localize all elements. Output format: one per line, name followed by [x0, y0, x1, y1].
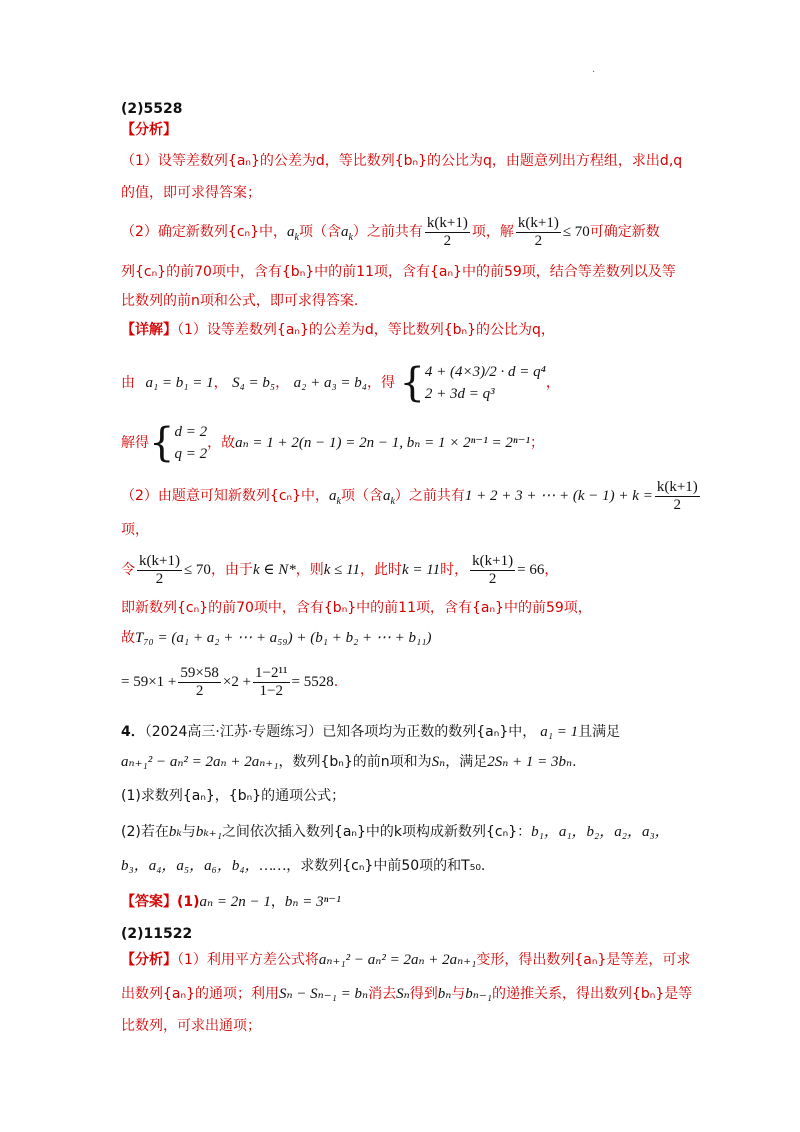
answer-2-p4: (2)11522 [121, 926, 193, 942]
detail-ineq-line: 令 $\frac{k(k+1)}{2}$ ≤ 70，由于k ∈ N*，则k ≤ 11，此时k = 11时， $\frac{k(k+1)}{2}$ = 66， [121, 552, 559, 587]
analysis-line-1: （1）设等差数列{aₙ}的公差为d，等比数列{bₙ}的公比为q，由题意列出方程组，求出d,q [121, 153, 683, 169]
p4-analysis-line-3: 比数列，可求出通项； [121, 1018, 261, 1034]
equation-system: 4 + (4×3)/2 · d = q⁴ 2 + 3d = q³ [424, 364, 546, 402]
solve-line: 解得{ d = 2 q = 2 ，故aₙ = 1 + 2(n − 1) = 2n − 1, bₙ = 1 × 2ⁿ⁻¹ = 2ⁿ⁻¹； [121, 420, 544, 466]
problem-4-line-1: 4．（2024高三·江苏·专题练习）已知各项均为正数的数列{aₙ}中， a₁ = 1且满足 [121, 724, 621, 740]
question-2-line-2: b₃，a₄，a₅，a₆，b₄，……，求数列{cₙ}中前50项的和T₅₀. [121, 858, 486, 874]
question-2-line-1: (2)若在bₖ与bₖ₊₁之间依次插入数列{aₙ}中的k项构成新数列{cₙ}：b₁，a₁，b₂，a₂，a₃， [121, 824, 670, 840]
fraction-k-2: $\frac{k(k+1)}{2}$ [517, 214, 559, 249]
analysis-tag: 【分析】 [121, 122, 177, 138]
analysis-line-5: 比数列的前n项和公式，即可求得答案. [121, 293, 359, 309]
detail-line-2: （2）由题意可知新数列{cₙ}中，$a_k$项（含$a_k$）之前共有1 + 2 + 3 + ⋯ + (k − 1) + k = $\frac{k(k+1)}{2}$ [121, 478, 698, 513]
detail-tag: 【详解】 [121, 322, 177, 338]
answer-2: (2)5528 [121, 101, 183, 117]
answer-tag: 【答案】 [121, 894, 177, 910]
p4-analysis-line-2: 出数列{aₙ}的通项；利用Sₙ − Sₙ₋₁ = bₙ消去Sₙ得到bₙ与bₙ₋₁的递推关系，得出数列{bₙ}是等 [121, 986, 693, 1002]
page-mark: . [592, 64, 596, 75]
detail-t70-line: 故T₇₀ = (a₁ + a₂ + ⋯ + a₅₉) + (b₁ + b₂ + ⋯ + b₁₁) [121, 630, 432, 646]
detail-line-1: 【详解】（1）设等差数列{aₙ}的公差为d，等比数列{bₙ}的公比为q， [121, 322, 555, 338]
question-1: (1)求数列{aₙ}，{bₙ}的通项公式； [121, 788, 346, 804]
detail-t70-calc: = 59×1 + $\frac{59\times 58}{2}$ ×2 + $\frac{\text{1−2¹¹}}{1-2}$ = 5528. [121, 664, 339, 699]
answer-line: 【答案】(1)aₙ = 2n − 1，bₙ = 3ⁿ⁻¹ [121, 894, 341, 910]
detail-line-2b: 项， [121, 522, 149, 538]
analysis-line-3: （2）确定新数列{cₙ}中，$a_k$项（含$a_k$）之前共有 $\frac{k(k+1)}{2}$ 项，解 $\frac{k(k+1)}{2}$ ≤ 70可确定新数 [121, 214, 660, 249]
fraction-k: $\frac{k(k+1)}{2}$ [426, 214, 468, 249]
p4-analysis-line-1: 【分析】（1）利用平方差公式将aₙ₊₁² − aₙ² = 2aₙ + 2aₙ₊₁变形，得出数列{aₙ}是等差，可求 [121, 952, 691, 968]
analysis-line-2: 的值，即可求得答案； [121, 185, 261, 201]
analysis-line-4: 列{cₙ}的前70项中，含有{bₙ}中的前11项，含有{aₙ}中的前59项，结合等差数列以及等 [121, 264, 676, 280]
problem-4-line-2: aₙ₊₁² − aₙ² = 2aₙ + 2aₙ₊₁，数列{bₙ}的前n项和为Sₙ，满足2Sₙ + 1 = 3bₙ. [121, 754, 577, 770]
solution-system: d = 2 q = 2 [174, 424, 208, 462]
detail-line-3: 即新数列{cₙ}的前70项中，含有{bₙ}中的前11项，含有{aₙ}中的前59项， [121, 600, 592, 616]
detail-system-line: 由 a₁ = b₁ = 1， S₄ = b₅， a₂ + a₃ = b₄，得 { 4 + (4×3)/2 · d = q⁴ 2 + 3d = q³ ， [121, 360, 560, 406]
